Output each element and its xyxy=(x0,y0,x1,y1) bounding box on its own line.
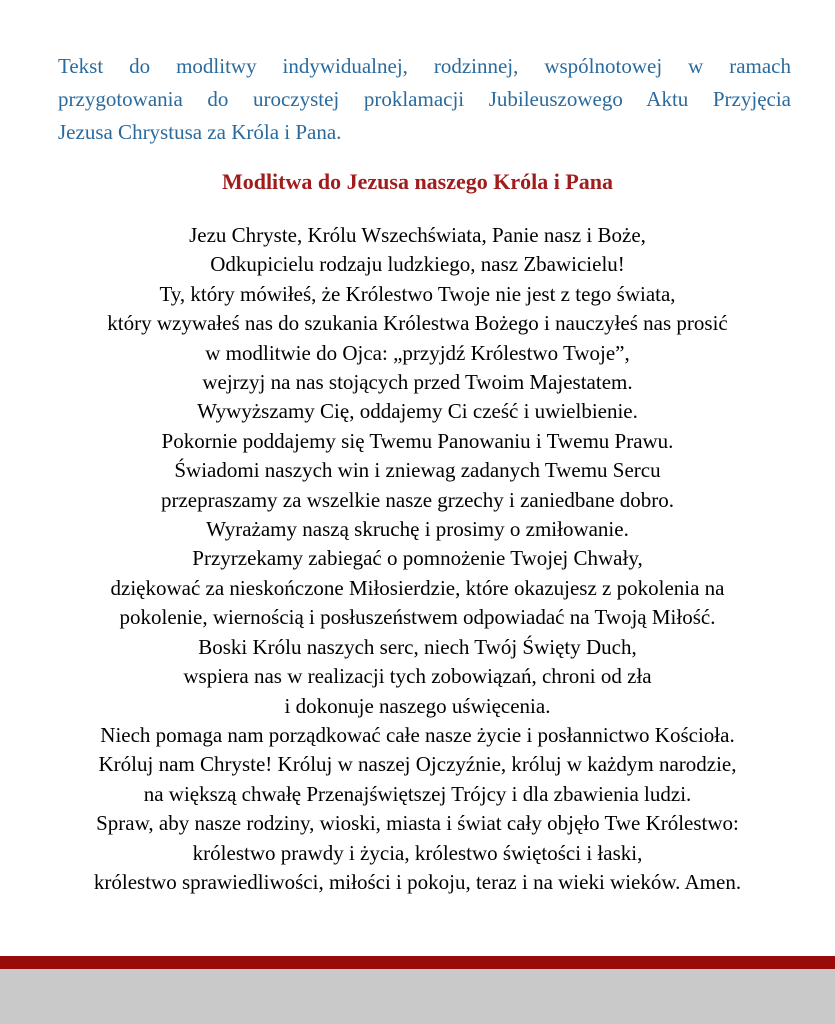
prayer-title: Modlitwa do Jezusa naszego Króla i Pana xyxy=(221,169,614,194)
prayer-line: i dokonuje naszego uświęcenia. xyxy=(284,693,551,718)
prayer-line: dziękować za nieskończone Miłosierdzie, które okazujesz z pokolenia na xyxy=(110,575,725,600)
prayer-line: Spraw, aby nasze rodziny, wioski, miasta i świat cały objęło Twe Królestwo: xyxy=(96,811,739,836)
footer-gray-area xyxy=(0,969,835,1024)
prayer-line: w modlitwie do Ojca: „przyjdź Królestwo Twoje”, xyxy=(205,340,630,365)
prayer-line: na większą chwałę Przenajświętszej Trójcy i dla zbawienia ludzi. xyxy=(143,781,692,806)
prayer-line: Króluj nam Chryste! Króluj w naszej Ojczyźnie, króluj w każdym narodzie, xyxy=(98,752,737,777)
prayer-line: Wyrażamy naszą skruchę i prosimy o zmiłowanie. xyxy=(206,517,629,542)
prayer-line: Odkupicielu rodzaju ludzkiego, nasz Zbawicielu! xyxy=(210,252,625,277)
footer-red-bar xyxy=(0,956,835,969)
prayer-line: królestwo sprawiedliwości, miłości i pokoju, teraz i na wieki wieków. Amen. xyxy=(93,869,742,894)
prayer-body xyxy=(20,221,815,897)
prayer-line: Niech pomaga nam porządkować całe nasze życie i posłannictwo Kościoła. xyxy=(100,722,735,747)
prayer-line: Jezu Chryste, Królu Wszechświata, Panie nasz i Boże, xyxy=(189,223,646,247)
prayer-line: Pokornie poddajemy się Twemu Panowaniu i Twemu Prawu. xyxy=(161,428,674,453)
prayer-line: przepraszamy za wszelkie nasze grzechy i zaniedbane dobro. xyxy=(160,487,675,512)
prayer-line: pokolenie, wiernością i posłuszeństwem odpowiadać na Twoją Miłość. xyxy=(119,605,716,630)
intro-line: Tekst do modlitwy indywidualnej, rodzinnej, wspólnotowej w ramach xyxy=(58,54,791,78)
prayer-line: Boski Królu naszych serc, niech Twój Święty Duch, xyxy=(198,634,637,659)
prayer-line: Przyrzekamy zabiegać o pomnożenie Twojej Chwały, xyxy=(192,546,643,571)
prayer-line: Ty, który mówiłeś, że Królestwo Twoje nie jest z tego świata, xyxy=(159,281,676,306)
intro-line: Jezusa Chrystusa za Króla i Pana. xyxy=(58,120,342,144)
prayer-line: Świadomi naszych win i zniewag zadanych Twemu Sercu xyxy=(174,458,661,483)
prayer-line: który wzywałeś nas do szukania Królestwa Bożego i nauczyłeś nas prosić xyxy=(107,311,728,336)
prayer-line: wspiera nas w realizacji tych zobowiązań, chroni od zła xyxy=(183,664,652,689)
intro-paragraph xyxy=(58,50,791,149)
prayer-line: królestwo prawdy i życia, królestwo świętości i łaski, xyxy=(192,840,643,865)
prayer-line: Wywyższamy Cię, oddajemy Ci cześć i uwielbienie. xyxy=(197,399,638,424)
prayer-line: wejrzyj na nas stojących przed Twoim Majestatem. xyxy=(202,370,633,395)
intro-line: przygotowania do uroczystej proklamacji Jubileuszowego Aktu Przyjęcia xyxy=(58,87,791,111)
